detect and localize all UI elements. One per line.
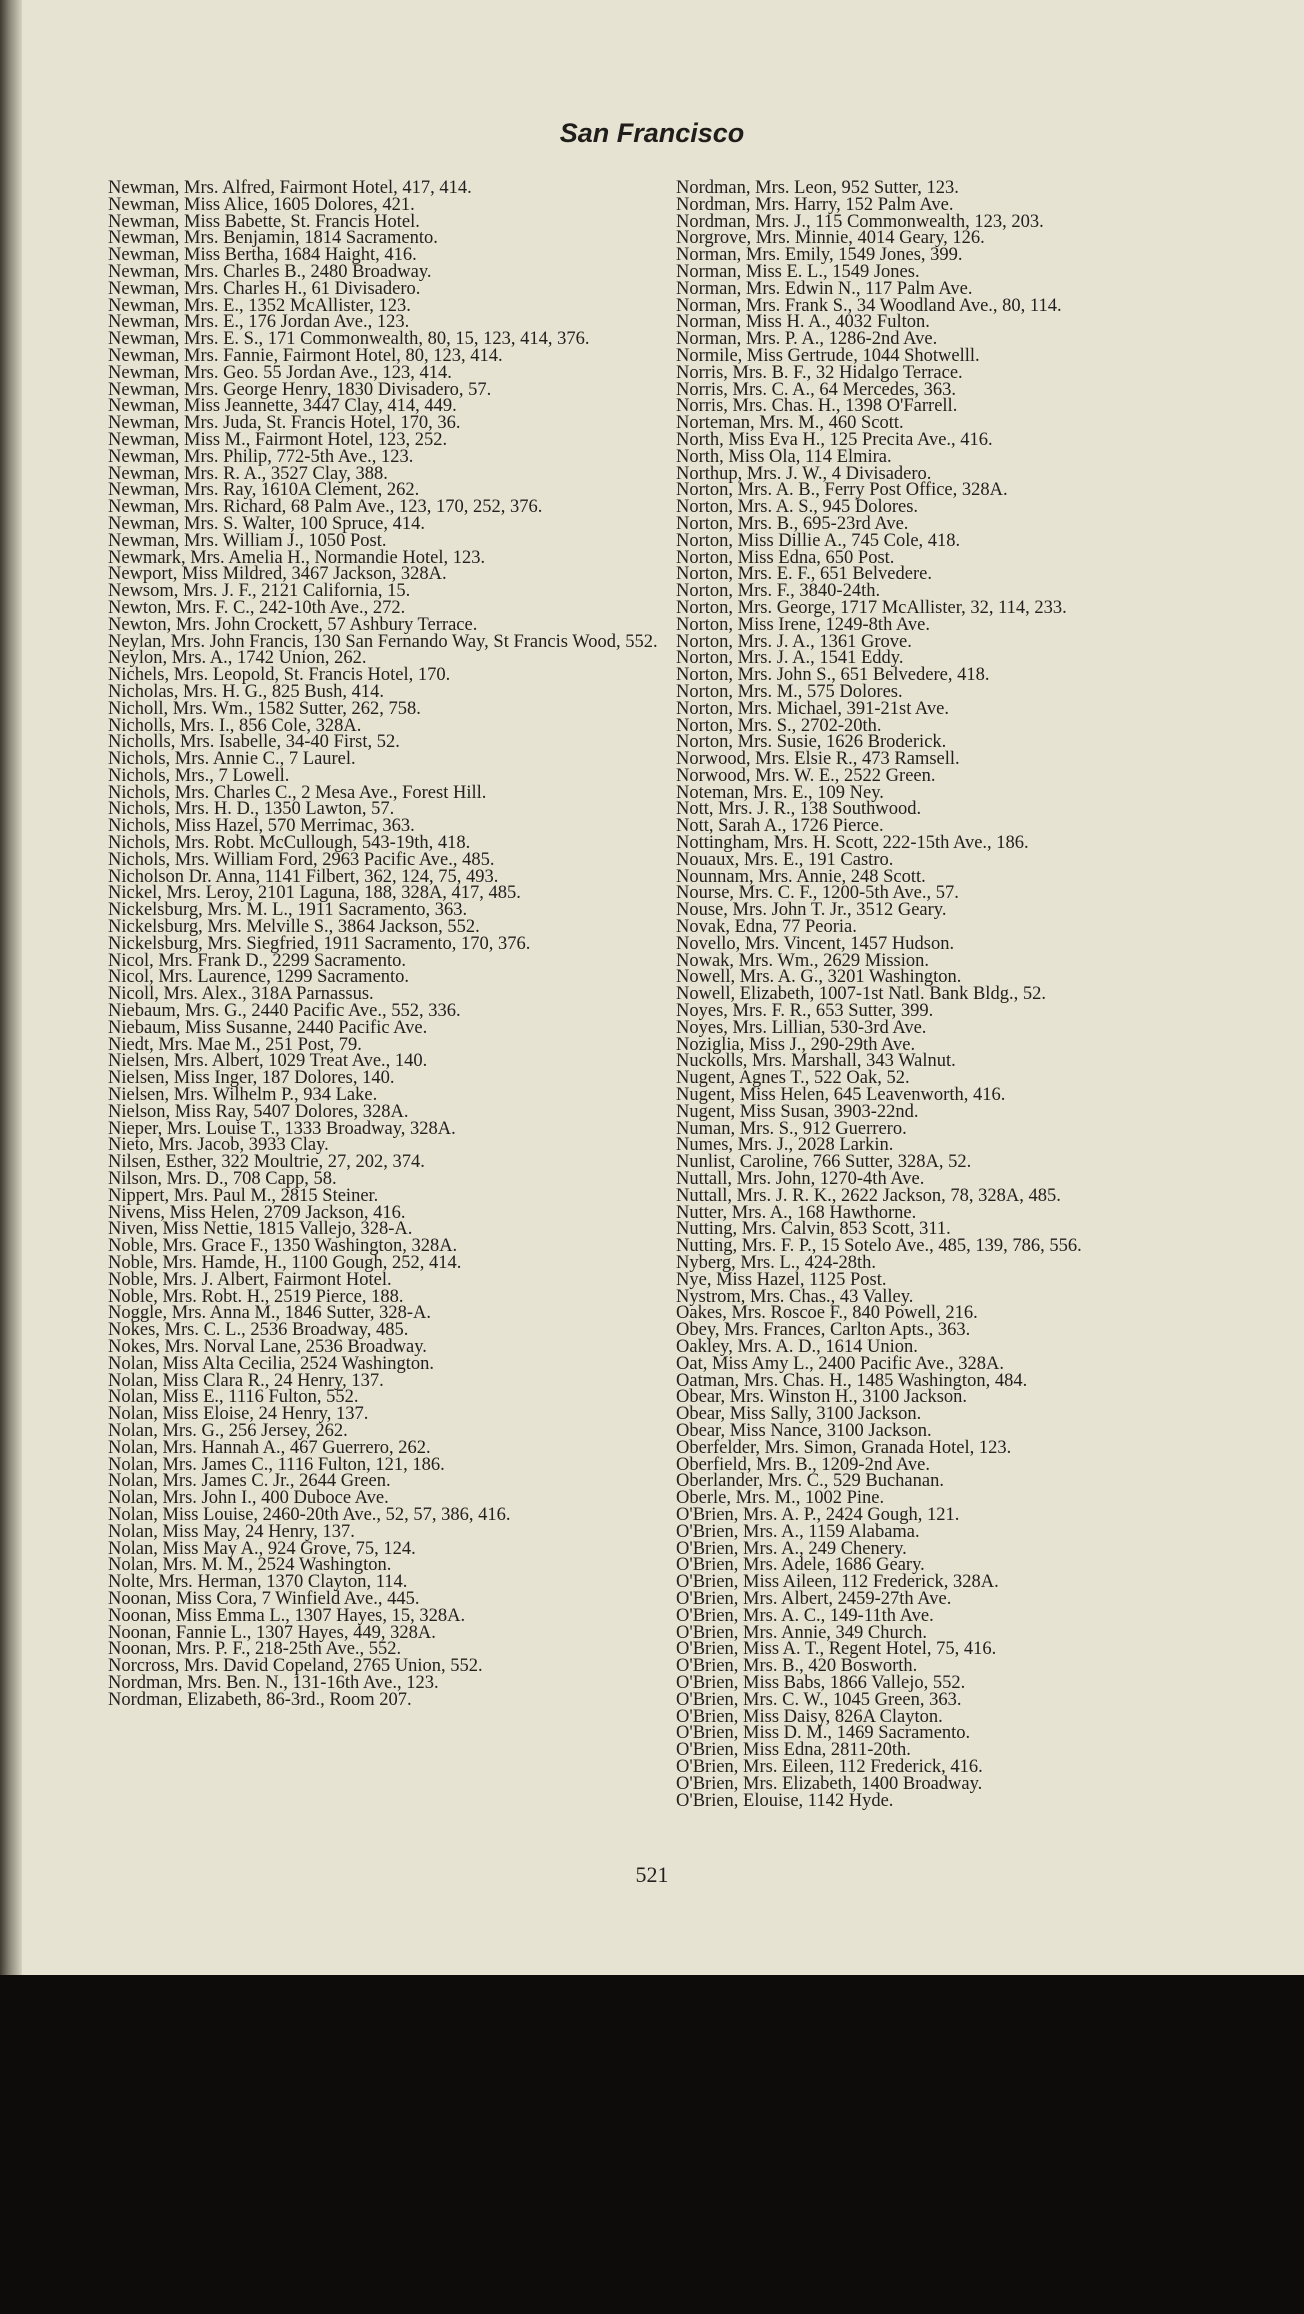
- directory-entry: O'Brien, Mrs. C. W., 1045 Green, 363.: [676, 1689, 962, 1710]
- directory-entry: Oberlander, Mrs. C., 529 Buchanan.: [676, 1471, 944, 1492]
- directory-entry: North, Miss Ola, 114 Elmira.: [676, 446, 892, 467]
- directory-entry: Norgrove, Mrs. Minnie, 4014 Geary, 126.: [676, 228, 985, 249]
- directory-entry: Nunlist, Caroline, 766 Sutter, 328A, 52.: [676, 1152, 972, 1173]
- directory-entry: Oakley, Mrs. A. D., 1614 Union.: [676, 1336, 918, 1357]
- directory-entry: Nolan, Miss Louise, 2460-20th Ave., 52, 57, 386, 416.: [108, 1504, 511, 1525]
- directory-entry: Niven, Miss Nettie, 1815 Vallejo, 328-A.: [108, 1219, 413, 1240]
- directory-entry: Norwood, Mrs. Elsie R., 473 Ramsell.: [676, 749, 960, 770]
- directory-entry: Newman, Mrs. E., 1352 McAllister, 123.: [108, 295, 411, 316]
- directory-entry: Niebaum, Mrs. G., 2440 Pacific Ave., 552, 336.: [108, 1001, 461, 1022]
- directory-entry: Nolan, Miss E., 1116 Fulton, 552.: [108, 1387, 359, 1408]
- directory-entry: O'Brien, Mrs. A. P., 2424 Gough, 121.: [676, 1504, 960, 1525]
- directory-entry: Nichols, Mrs. William Ford, 2963 Pacific Ave., 485.: [108, 849, 495, 870]
- directory-entry: Oberfelder, Mrs. Simon, Granada Hotel, 123.: [676, 1437, 1012, 1458]
- directory-entry: Newsom, Mrs. J. F., 2121 California, 15.: [108, 581, 411, 602]
- directory-entry: Newman, Mrs. S. Walter, 100 Spruce, 414.: [108, 513, 426, 534]
- directory-entry: Nordman, Mrs. J., 115 Commonwealth, 123, 203.: [676, 211, 1044, 232]
- directory-entry: Noble, Mrs. Grace F., 1350 Washington, 328A.: [108, 1236, 458, 1257]
- directory-entry: Noble, Mrs. Hamde, H., 1100 Gough, 252, 414.: [108, 1253, 462, 1273]
- directory-entry: Novak, Edna, 77 Peoria.: [676, 917, 857, 938]
- directory-entry: Norman, Mrs. Frank S., 34 Woodland Ave., 80, 114.: [676, 295, 1062, 316]
- directory-entry: Newman, Miss Babette, St. Francis Hotel.: [108, 211, 420, 232]
- directory-entry: Nowak, Mrs. Wm., 2629 Mission.: [676, 950, 930, 971]
- directory-entry: Norton, Miss Dillie A., 745 Cole, 418.: [676, 530, 961, 551]
- directory-entry: Newman, Mrs. Benjamin, 1814 Sacramento.: [108, 228, 438, 249]
- directory-entry: Newton, Mrs. F. C., 242-10th Ave., 272.: [108, 597, 406, 618]
- directory-entry: Numes, Mrs. J., 2028 Larkin.: [676, 1135, 894, 1156]
- directory-entry: Nielson, Miss Ray, 5407 Dolores, 328A.: [108, 1101, 409, 1122]
- directory-entry: Newman, Mrs. Fannie, Fairmont Hotel, 80, 123, 414.: [108, 345, 503, 366]
- directory-entry: Novello, Mrs. Vincent, 1457 Hudson.: [676, 933, 955, 954]
- directory-entry: Noonan, Miss Emma L., 1307 Hayes, 15, 328A.: [108, 1605, 466, 1626]
- directory-entry: Nichols, Mrs. H. D., 1350 Lawton, 57.: [108, 799, 395, 820]
- directory-entry: Nordman, Mrs. Ben. N., 131-16th Ave., 123.: [108, 1672, 439, 1693]
- directory-entry: Norton, Miss Irene, 1249-8th Ave.: [676, 614, 930, 635]
- directory-entry: Norton, Miss Edna, 650 Post.: [676, 547, 895, 568]
- directory-entry: Nolte, Mrs. Herman, 1370 Clayton, 114.: [108, 1572, 408, 1593]
- directory-entry: Nicholls, Mrs. I., 856 Cole, 328A.: [108, 715, 362, 736]
- directory-entry: O'Brien, Elouise, 1142 Hyde.: [676, 1790, 894, 1811]
- directory-entry: O'Brien, Mrs. Annie, 349 Church.: [676, 1622, 928, 1643]
- directory-entry: Nichols, Miss Hazel, 570 Merrimac, 363.: [108, 816, 415, 837]
- directory-entry: Niedt, Mrs. Mae M., 251 Post, 79.: [108, 1034, 362, 1055]
- directory-entry: Nicol, Mrs. Frank D., 2299 Sacramento.: [108, 950, 407, 971]
- directory-entry: Norman, Miss E. L., 1549 Jones.: [676, 261, 920, 282]
- directory-entry: Nordman, Mrs. Harry, 152 Palm Ave.: [676, 194, 954, 215]
- directory-entry: O'Brien, Miss Edna, 2811-20th.: [676, 1740, 911, 1761]
- directory-entry: Norton, Mrs. B., 695-23rd Ave.: [676, 513, 909, 534]
- directory-entry: Nowell, Elizabeth, 1007-1st Natl. Bank Bldg., 52.: [676, 984, 1046, 1005]
- directory-entry: Noggle, Mrs. Anna M., 1846 Sutter, 328-A.: [108, 1303, 431, 1324]
- directory-entry: Newman, Mrs. Charles B., 2480 Broadway.: [108, 261, 432, 282]
- directory-entry: Nielsen, Mrs. Albert, 1029 Treat Ave., 140.: [108, 1051, 428, 1072]
- directory-entry: Newport, Miss Mildred, 3467 Jackson, 328A.: [108, 564, 447, 585]
- directory-entry: Nielsen, Mrs. Wilhelm P., 934 Lake.: [108, 1085, 378, 1106]
- directory-entry: Nordman, Elizabeth, 86-3rd., Room 207.: [108, 1689, 412, 1710]
- directory-entry: Newman, Miss Bertha, 1684 Haight, 416.: [108, 245, 417, 266]
- directory-entry: Newman, Mrs. Charles H., 61 Divisadero.: [108, 278, 421, 299]
- directory-entry: Norman, Mrs. Emily, 1549 Jones, 399.: [676, 245, 963, 266]
- directory-entry: Norton, Mrs. A. B., Ferry Post Office, 328A.: [676, 480, 1008, 501]
- directory-entry: Nolan, Miss Clara R., 24 Henry, 137.: [108, 1370, 384, 1391]
- directory-entry: O'Brien, Mrs. Elizabeth, 1400 Broadway.: [676, 1773, 983, 1794]
- directory-entry: Norris, Mrs. C. A., 64 Mercedes, 363.: [676, 379, 957, 400]
- directory-entry: O'Brien, Mrs. Eileen, 112 Frederick, 416.: [676, 1756, 983, 1777]
- directory-entry: Oatman, Mrs. Chas. H., 1485 Washington, 484.: [676, 1370, 1028, 1391]
- directory-entry: Newton, Mrs. John Crockett, 57 Ashbury Terrace.: [108, 614, 478, 635]
- directory-entry: Nouse, Mrs. John T. Jr., 3512 Geary.: [676, 900, 947, 921]
- directory-entry: Nolan, Miss Alta Cecilia, 2524 Washington.: [108, 1353, 435, 1374]
- directory-entry: Nieto, Mrs. Jacob, 3933 Clay.: [108, 1135, 329, 1156]
- directory-entry: Norris, Mrs. B. F., 32 Hidalgo Terrace.: [676, 362, 963, 383]
- directory-entry: Newman, Mrs. Alfred, Fairmont Hotel, 417, 414.: [108, 178, 472, 198]
- directory-entry: Norton, Mrs. J. A., 1361 Grove.: [676, 631, 912, 652]
- directory-entry: Noteman, Mrs. E., 109 Ney.: [676, 782, 884, 803]
- directory-entry: Nolan, Mrs. G., 256 Jersey, 262.: [108, 1420, 348, 1441]
- directory-entry: Norwood, Mrs. W. E., 2522 Green.: [676, 765, 936, 786]
- directory-entry: Obear, Mrs. Winston H., 3100 Jackson.: [676, 1387, 968, 1408]
- directory-entry: Newman, Mrs. Juda, St. Francis Hotel, 170, 36.: [108, 413, 461, 434]
- directory-entry: Nott, Mrs. J. R., 138 Southwood.: [676, 799, 922, 820]
- page-number: 521: [635, 1862, 669, 1887]
- directory-entry: Northup, Mrs. J. W., 4 Divisadero.: [676, 463, 932, 484]
- directory-entry: Nolan, Mrs. M. M., 2524 Washington.: [108, 1555, 392, 1576]
- directory-entry: Noonan, Fannie L., 1307 Hayes, 449, 328A.: [108, 1622, 436, 1643]
- directory-entry: O'Brien, Mrs. A., 1159 Alabama.: [676, 1521, 920, 1542]
- directory-entry: Nokes, Mrs. C. L., 2536 Broadway, 485.: [108, 1320, 409, 1341]
- directory-entry: Norton, Mrs. E. F., 651 Belvedere.: [676, 564, 932, 585]
- directory-entry: Niebaum, Miss Susanne, 2440 Pacific Ave.: [108, 1017, 428, 1038]
- directory-entry: O'Brien, Mrs. A., 249 Chenery.: [676, 1538, 907, 1559]
- directory-entry: Nichols, Mrs. Charles C., 2 Mesa Ave., Forest Hill.: [108, 782, 487, 803]
- directory-entry: Newman, Miss Alice, 1605 Dolores, 421.: [108, 194, 415, 215]
- directory-entry: Norton, Mrs. J. A., 1541 Eddy.: [676, 648, 904, 669]
- directory-entry: Noble, Mrs. J. Albert, Fairmont Hotel.: [108, 1269, 392, 1290]
- directory-entry: Nilson, Mrs. D., 708 Capp, 58.: [108, 1169, 337, 1190]
- directory-entry: Norman, Miss H. A., 4032 Fulton.: [676, 312, 930, 333]
- directory-entry: Nickel, Mrs. Leroy, 2101 Laguna, 188, 328A, 417, 485.: [108, 883, 521, 904]
- directory-entry: Nicoll, Mrs. Alex., 318A Parnassus.: [108, 984, 374, 1005]
- directory-entry: Nieper, Mrs. Louise T., 1333 Broadway, 328A.: [108, 1118, 456, 1139]
- directory-entry: Nolan, Miss May A., 924 Grove, 75, 124.: [108, 1538, 416, 1559]
- directory-entry: Norcross, Mrs. David Copeland, 2765 Union, 552.: [108, 1656, 483, 1677]
- directory-entry: Neylon, Mrs. A., 1742 Union, 262.: [108, 648, 367, 669]
- directory-entry: Norton, Mrs. Michael, 391-21st Ave.: [676, 698, 950, 719]
- directory-entry: Nielsen, Miss Inger, 187 Dolores, 140.: [108, 1068, 395, 1089]
- directory-entry: Neylan, Mrs. John Francis, 130 San Fernando Way, St Francis Wood, 552.: [108, 631, 658, 652]
- directory-entry: Nouaux, Mrs. E., 191 Castro.: [676, 849, 894, 870]
- directory-entry: Norton, Mrs. John S., 651 Belvedere, 418.: [676, 665, 990, 686]
- directory-entry: Nichels, Mrs. Leopold, St. Francis Hotel, 170.: [108, 665, 451, 686]
- right-column-listings: [676, 180, 1231, 1809]
- directory-entry: Nicholl, Mrs. Wm., 1582 Sutter, 262, 758.: [108, 698, 421, 719]
- directory-entry: O'Brien, Mrs. A. C., 149-11th Ave.: [676, 1605, 934, 1626]
- directory-entry: Nutting, Mrs. F. P., 15 Sotelo Ave., 485, 139, 786, 556.: [676, 1236, 1082, 1257]
- directory-entry: North, Miss Eva H., 125 Precita Ave., 416.: [676, 429, 993, 450]
- directory-entry: O'Brien, Miss Babs, 1866 Vallejo, 552.: [676, 1672, 966, 1693]
- directory-entry: Noyes, Mrs. Lillian, 530-3rd Ave.: [676, 1017, 927, 1038]
- directory-entry: Oakes, Mrs. Roscoe F., 840 Powell, 216.: [676, 1303, 978, 1324]
- directory-entry: Norteman, Mrs. M., 460 Scott.: [676, 413, 904, 434]
- directory-entry: Newman, Mrs. George Henry, 1830 Divisadero, 57.: [108, 379, 492, 400]
- directory-entry: Norton, Mrs. F., 3840-24th.: [676, 581, 881, 602]
- directory-entry: Nye, Miss Hazel, 1125 Post.: [676, 1269, 887, 1290]
- directory-entry: Oberle, Mrs. M., 1002 Pine.: [676, 1488, 885, 1509]
- directory-entry: Nolan, Mrs. James C. Jr., 2644 Green.: [108, 1471, 391, 1492]
- directory-entry: Nordman, Mrs. Leon, 952 Sutter, 123.: [676, 178, 959, 198]
- directory-entry: Newman, Mrs. E., 176 Jordan Ave., 123.: [108, 312, 410, 333]
- directory-entry: Nutting, Mrs. Calvin, 853 Scott, 311.: [676, 1219, 951, 1240]
- directory-entry: O'Brien, Miss Daisy, 826A Clayton.: [676, 1706, 943, 1727]
- directory-entry: Norman, Mrs. Edwin N., 117 Palm Ave.: [676, 278, 973, 299]
- directory-entry: Norris, Mrs. Chas. H., 1398 O'Farrell.: [676, 396, 958, 417]
- directory-entry: Nolan, Mrs. Hannah A., 467 Guerrero, 262.: [108, 1437, 431, 1458]
- directory-entry: O'Brien, Mrs. Adele, 1686 Geary.: [676, 1555, 925, 1576]
- directory-entry: Nugent, Miss Susan, 3903-22nd.: [676, 1101, 919, 1122]
- directory-entry: Newman, Mrs. Geo. 55 Jordan Ave., 123, 414.: [108, 362, 452, 383]
- book-spine-shadow: [0, 0, 22, 1975]
- directory-entry: Nicholson Dr. Anna, 1141 Filbert, 362, 124, 75, 493.: [108, 866, 499, 887]
- directory-entry: Nickelsburg, Mrs. M. L., 1911 Sacramento, 363.: [108, 900, 468, 921]
- directory-entry: Newman, Miss M., Fairmont Hotel, 123, 252.: [108, 429, 448, 450]
- directory-entry: Norton, Mrs. Susie, 1626 Broderick.: [676, 732, 947, 753]
- directory-entry: O'Brien, Mrs. Albert, 2459-27th Ave.: [676, 1588, 952, 1609]
- directory-entry: Obey, Mrs. Frances, Carlton Apts., 363.: [676, 1320, 971, 1341]
- directory-entry: Nickelsburg, Mrs. Siegfried, 1911 Sacramento, 170, 376.: [108, 933, 531, 954]
- directory-entry: Nyberg, Mrs. L., 424-28th.: [676, 1253, 877, 1273]
- directory-entry: Norton, Mrs. S., 2702-20th.: [676, 715, 882, 736]
- directory-entry: Nuckolls, Mrs. Marshall, 343 Walnut.: [676, 1051, 956, 1072]
- directory-entry: Nippert, Mrs. Paul M., 2815 Steiner.: [108, 1185, 379, 1206]
- directory-entry: Noyes, Mrs. F. R., 653 Sutter, 399.: [676, 1001, 934, 1022]
- directory-entry: Norton, Mrs. A. S., 945 Dolores.: [676, 497, 919, 518]
- directory-entry: Nivens, Miss Helen, 2709 Jackson, 416.: [108, 1202, 406, 1223]
- directory-entry: Nugent, Agnes T., 522 Oak, 52.: [676, 1068, 910, 1089]
- directory-entry: Noziglia, Miss J., 290-29th Ave.: [676, 1034, 916, 1055]
- directory-entry: Nystrom, Mrs. Chas., 43 Valley.: [676, 1286, 914, 1307]
- directory-entry: Nott, Sarah A., 1726 Pierce.: [676, 816, 884, 837]
- directory-entry: Nolan, Mrs. James C., 1116 Fulton, 121, 186.: [108, 1454, 445, 1475]
- directory-entry: Newman, Mrs. E. S., 171 Commonwealth, 80, 15, 123, 414, 376.: [108, 329, 590, 350]
- directory-entry: Oberfield, Mrs. B., 1209-2nd Ave.: [676, 1454, 930, 1475]
- directory-entry: Nolan, Miss Eloise, 24 Henry, 137.: [108, 1404, 369, 1425]
- directory-entry: Noonan, Miss Cora, 7 Winfield Ave., 445.: [108, 1588, 420, 1609]
- directory-entry: Norton, Mrs. M., 575 Dolores.: [676, 681, 903, 702]
- directory-entry: Obear, Miss Nance, 3100 Jackson.: [676, 1420, 932, 1441]
- directory-entry: Nicholas, Mrs. H. G., 825 Bush, 414.: [108, 681, 384, 702]
- directory-entry: Nilsen, Esther, 322 Moultrie, 27, 202, 374.: [108, 1152, 425, 1173]
- directory-entry: Nolan, Miss May, 24 Henry, 137.: [108, 1521, 355, 1542]
- directory-entry: O'Brien, Miss Aileen, 112 Frederick, 328A.: [676, 1572, 999, 1593]
- directory-entry: Nutter, Mrs. A., 168 Hawthorne.: [676, 1202, 917, 1223]
- directory-entry: Norman, Mrs. P. A., 1286-2nd Ave.: [676, 329, 938, 350]
- left-column-listings: [108, 180, 663, 1709]
- directory-entry: Noonan, Mrs. P. F., 218-25th Ave., 552.: [108, 1639, 402, 1660]
- directory-entry: Nichols, Mrs. Annie C., 7 Laurel.: [108, 749, 356, 770]
- directory-entry: Nuttall, Mrs. J. R. K., 2622 Jackson, 78, 328A, 485.: [676, 1185, 1061, 1206]
- directory-entry: Nicol, Mrs. Laurence, 1299 Sacramento.: [108, 967, 410, 988]
- directory-entry: Nourse, Mrs. C. F., 1200-5th Ave., 57.: [676, 883, 959, 904]
- directory-entry: Nounnam, Mrs. Annie, 248 Scott.: [676, 866, 926, 887]
- directory-entry: Newman, Mrs. Ray, 1610A Clement, 262.: [108, 480, 420, 501]
- directory-entry: Noble, Mrs. Robt. H., 2519 Pierce, 188.: [108, 1286, 404, 1307]
- directory-entry: Nichols, Mrs. Robt. McCullough, 543-19th, 418.: [108, 833, 471, 854]
- directory-entry: Newman, Mrs. R. A., 3527 Clay, 388.: [108, 463, 388, 484]
- directory-entry: Norton, Mrs. George, 1717 McAllister, 32, 114, 233.: [676, 597, 1067, 618]
- directory-entry: Obear, Miss Sally, 3100 Jackson.: [676, 1404, 922, 1425]
- directory-entry: Nicholls, Mrs. Isabelle, 34-40 First, 52.: [108, 732, 400, 753]
- page-title: San Francisco: [559, 118, 745, 148]
- directory-entry: O'Brien, Miss A. T., Regent Hotel, 75, 416.: [676, 1639, 997, 1660]
- directory-entry: Nugent, Miss Helen, 645 Leavenworth, 416.: [676, 1085, 1006, 1106]
- directory-entry: Nickelsburg, Mrs. Melville S., 3864 Jackson, 552.: [108, 917, 480, 938]
- directory-entry: Newmark, Mrs. Amelia H., Normandie Hotel, 123.: [108, 547, 486, 568]
- directory-entry: O'Brien, Miss D. M., 1469 Sacramento.: [676, 1723, 971, 1744]
- directory-entry: Nottingham, Mrs. H. Scott, 222-15th Ave., 186.: [676, 833, 1029, 854]
- directory-entry: O'Brien, Mrs. B., 420 Bosworth.: [676, 1656, 918, 1677]
- directory-entry: Newman, Miss Jeannette, 3447 Clay, 414, 449.: [108, 396, 457, 417]
- directory-entry: Newman, Mrs. Richard, 68 Palm Ave., 123, 170, 252, 376.: [108, 497, 543, 518]
- directory-entry: Nokes, Mrs. Norval Lane, 2536 Broadway.: [108, 1336, 427, 1357]
- directory-entry: Normile, Miss Gertrude, 1044 Shotwelll.: [676, 345, 980, 366]
- directory-entry: Nolan, Mrs. John I., 400 Duboce Ave.: [108, 1488, 389, 1509]
- directory-entry: Nichols, Mrs., 7 Lowell.: [108, 765, 290, 786]
- directory-entry: Nuttall, Mrs. John, 1270-4th Ave.: [676, 1169, 925, 1190]
- directory-entry: Nowell, Mrs. A. G., 3201 Washington.: [676, 967, 962, 988]
- directory-entry: Numan, Mrs. S., 912 Guerrero.: [676, 1118, 907, 1139]
- directory-entry: Oat, Miss Amy L., 2400 Pacific Ave., 328A.: [676, 1353, 1005, 1374]
- directory-entry: Newman, Mrs. William J., 1050 Post.: [108, 530, 387, 551]
- directory-entry: Newman, Mrs. Philip, 772-5th Ave., 123.: [108, 446, 414, 467]
